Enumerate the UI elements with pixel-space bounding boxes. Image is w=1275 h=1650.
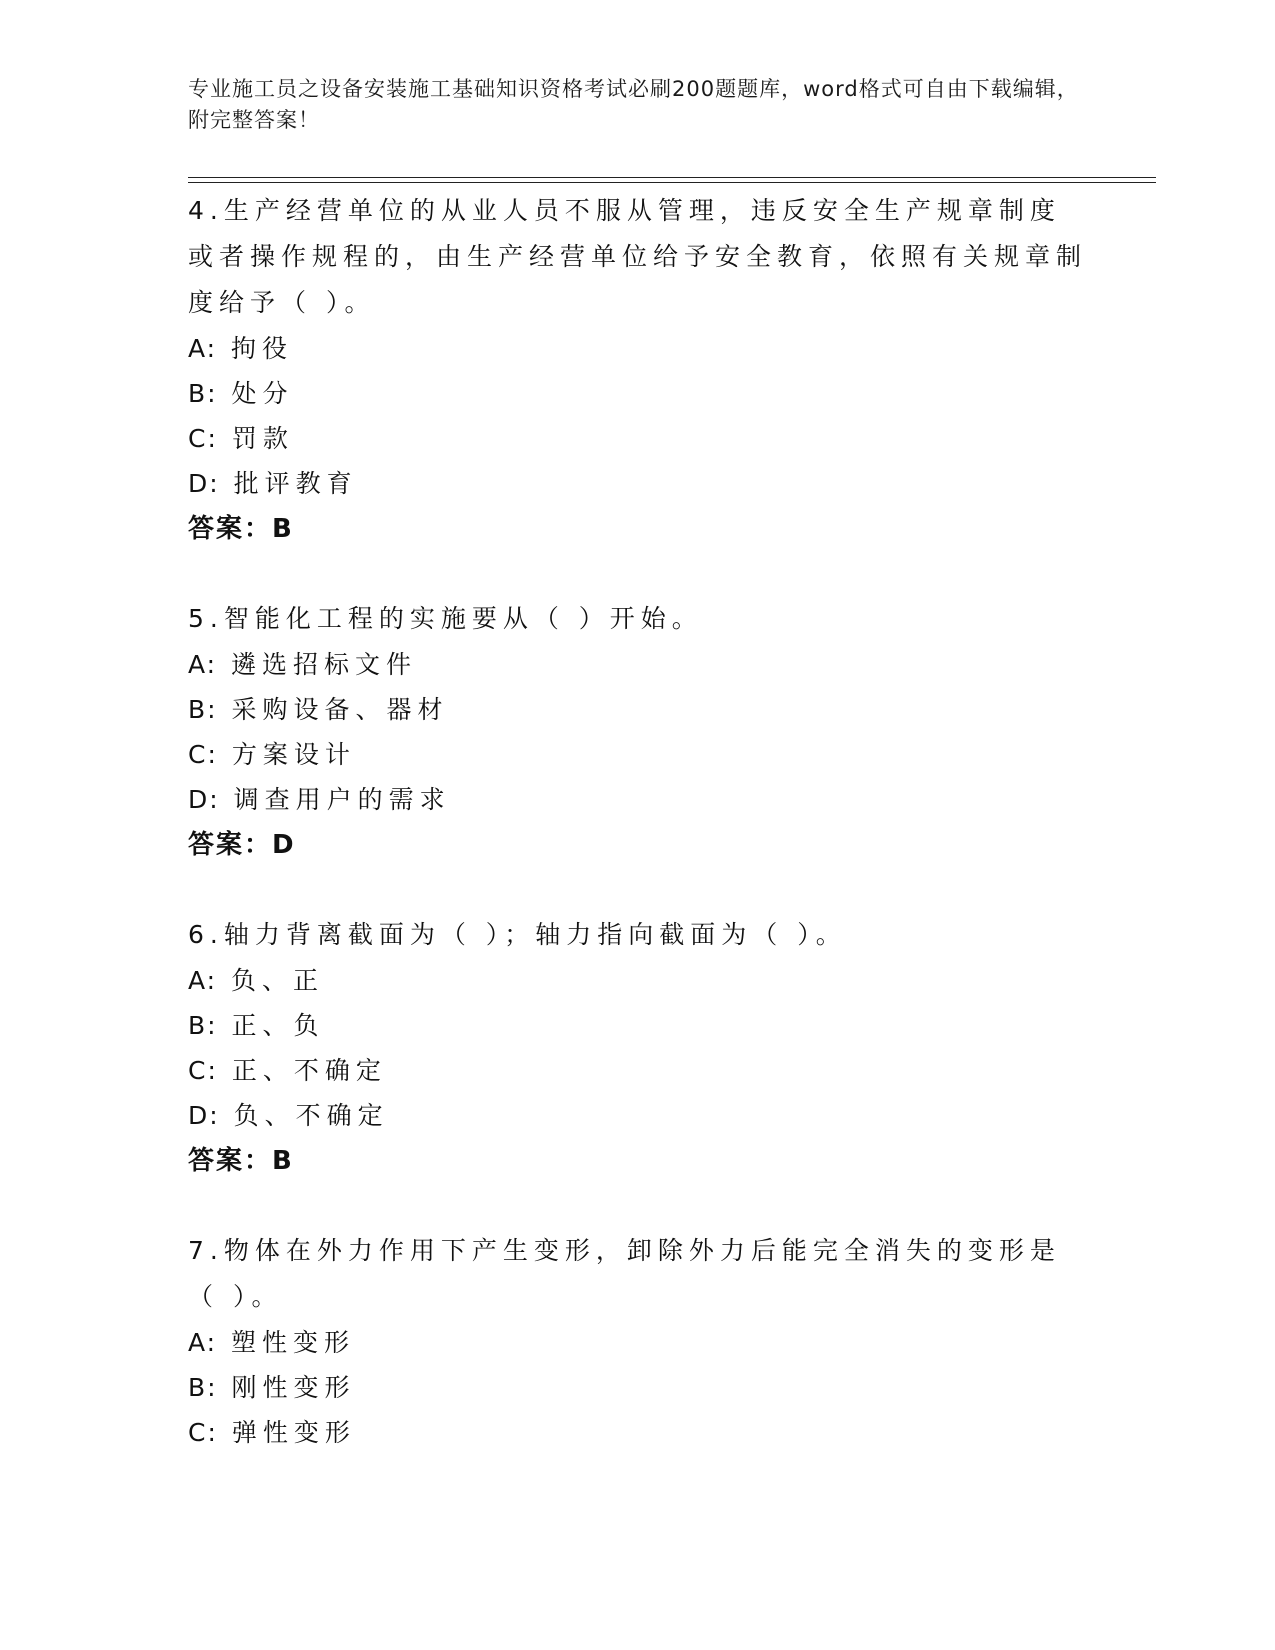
answer-label: 答案： — [188, 830, 273, 860]
question-text: 6.轴力背离截面为（ ）；轴力指向截面为（ ）。 — [188, 920, 847, 949]
question-text: 4.生产经营单位的从业人员不服从管理，违反安全生产规章制度或者操作规程的，由生产经营单位给予安全教育，依照有关规章制度给予（ ）。 — [188, 196, 1088, 317]
option-letter: B: — [188, 379, 218, 408]
option-letter: B: — [188, 695, 218, 724]
option-c — [188, 1410, 1088, 1455]
option-a — [188, 326, 1088, 371]
option-b — [188, 1365, 1088, 1410]
option-text: 正、不确定 — [231, 1056, 387, 1085]
option-c — [188, 416, 1088, 461]
option-text: 采购设备、器材 — [231, 695, 449, 724]
question-item — [188, 596, 1088, 868]
option-letter: D: — [188, 469, 220, 498]
question-item — [188, 912, 1088, 1184]
option-letter: C: — [188, 740, 218, 769]
option-letter: A: — [188, 334, 218, 363]
answer-line — [188, 822, 1088, 868]
option-text: 弹性变形 — [231, 1418, 356, 1447]
question-text: 7.物体在外力作用下产生变形，卸除外力后能完全消失的变形是（ ）。 — [188, 1236, 1061, 1311]
option-b — [188, 1003, 1088, 1048]
option-text: 方案设计 — [231, 740, 356, 769]
option-a — [188, 1320, 1088, 1365]
header-divider-top — [188, 177, 1156, 178]
option-letter: C: — [188, 1418, 218, 1447]
option-letter: D: — [188, 785, 220, 814]
option-text: 批评教育 — [233, 469, 358, 498]
option-text: 刚性变形 — [231, 1373, 356, 1402]
answer-label: 答案： — [188, 1146, 273, 1176]
answer-value: B — [272, 514, 294, 544]
option-letter: A: — [188, 966, 218, 995]
option-text: 塑性变形 — [231, 1328, 356, 1357]
answer-label: 答案： — [188, 514, 273, 544]
option-letter: C: — [188, 424, 218, 453]
option-d — [188, 1093, 1088, 1138]
answer-value: B — [272, 1146, 294, 1176]
option-text: 负、不确定 — [233, 1101, 389, 1130]
option-text: 遴选招标文件 — [231, 650, 418, 679]
option-d — [188, 777, 1088, 822]
option-letter: D: — [188, 1101, 220, 1130]
option-text: 正、负 — [231, 1011, 325, 1040]
option-d — [188, 461, 1088, 506]
document-header: 专业施工员之设备安装施工基础知识资格考试必刷200题题库，word格式可自由下载编辑，附完整答案！ — [188, 77, 1079, 132]
option-a — [188, 642, 1088, 687]
answer-value: D — [272, 830, 296, 860]
option-letter: A: — [188, 1328, 218, 1357]
question-item — [188, 1228, 1088, 1455]
question-list — [188, 188, 1088, 1499]
option-letter: B: — [188, 1011, 218, 1040]
option-a — [188, 958, 1088, 1003]
option-b — [188, 371, 1088, 416]
question-item — [188, 188, 1088, 552]
option-text: 拘役 — [231, 334, 294, 363]
option-letter: A: — [188, 650, 218, 679]
option-text: 负、正 — [231, 966, 325, 995]
option-text: 罚款 — [231, 424, 294, 453]
question-text: 5.智能化工程的实施要从（ ）开始。 — [188, 604, 703, 633]
option-letter: B: — [188, 1373, 218, 1402]
option-letter: C: — [188, 1056, 218, 1085]
answer-line — [188, 1138, 1088, 1184]
answer-line — [188, 506, 1088, 552]
option-text: 调查用户的需求 — [233, 785, 451, 814]
option-b — [188, 687, 1088, 732]
option-c — [188, 1048, 1088, 1093]
option-c — [188, 732, 1088, 777]
option-text: 处分 — [231, 379, 294, 408]
header-divider-bottom — [188, 182, 1156, 183]
